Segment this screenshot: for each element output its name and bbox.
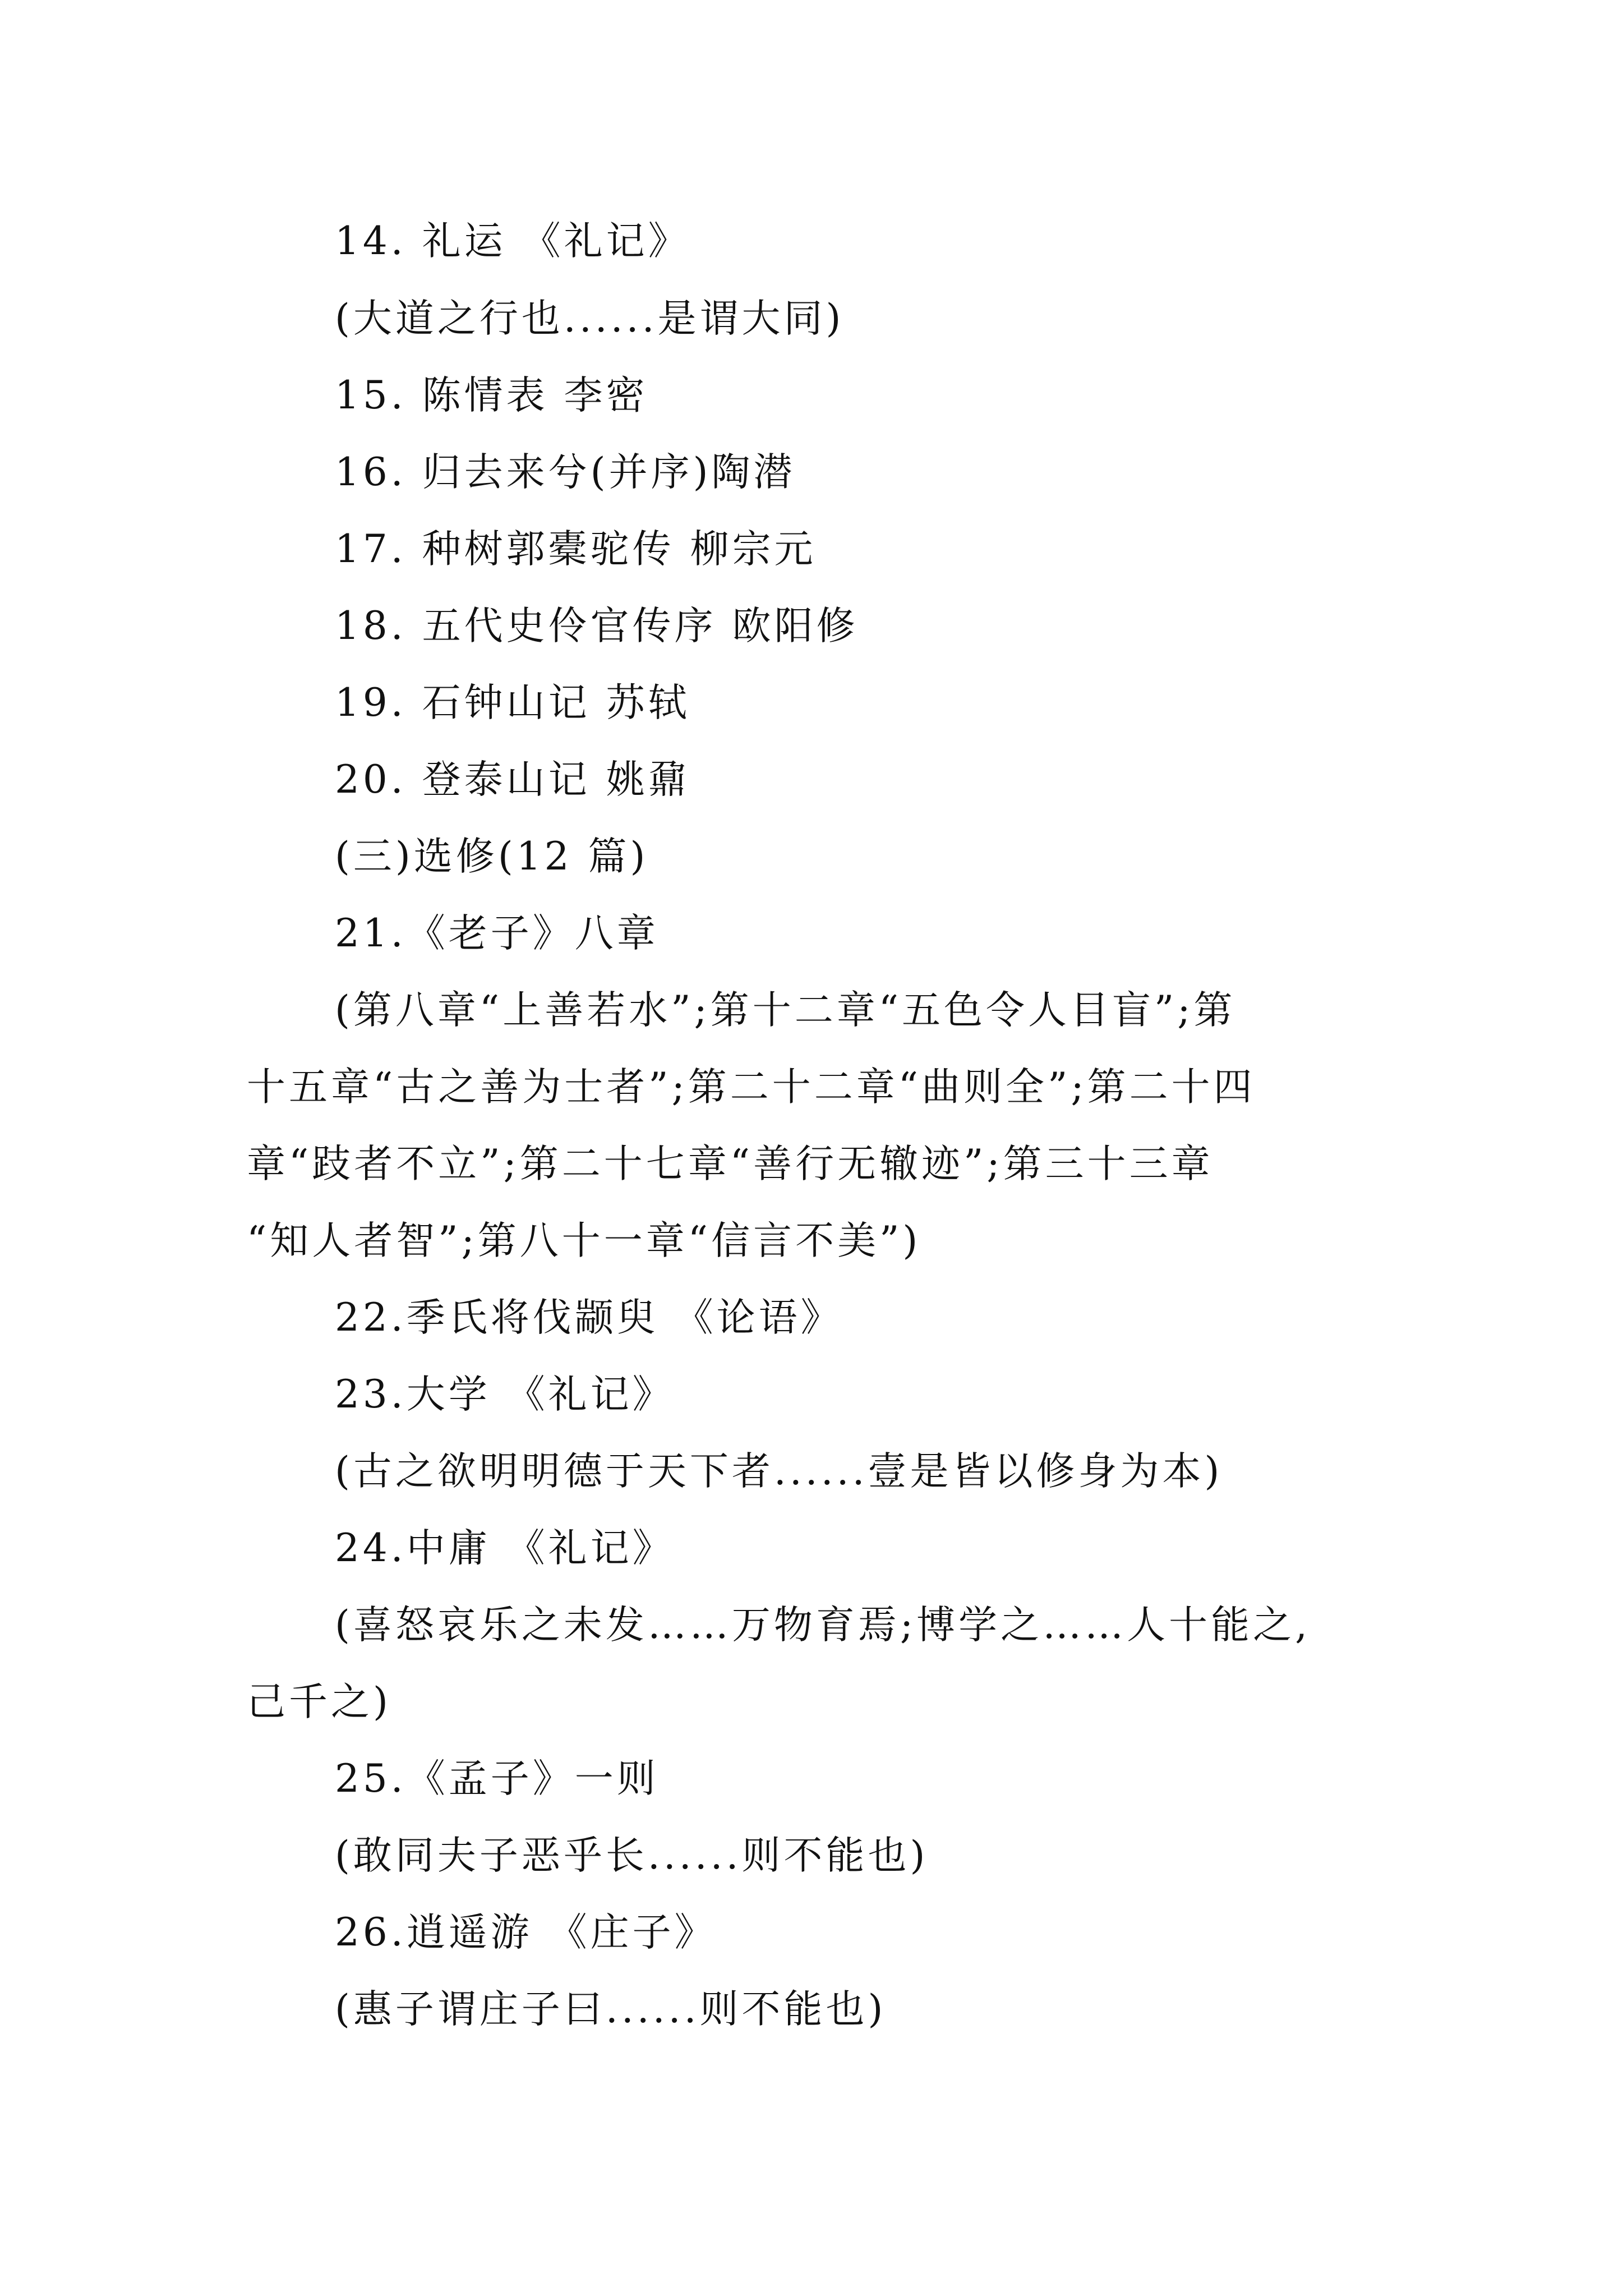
text-line: (敢同夫子恶乎长......则不能也) — [335, 1833, 929, 1878]
text-line: 25.《孟子》一则 — [335, 1756, 659, 1801]
text-line: (喜怒哀乐之未发……万物育焉;博学之……人十能之, — [335, 1603, 1311, 1648]
text-line: 17. 种树郭橐驼传 柳宗元 — [335, 527, 817, 572]
text-line: 26.逍遥游 《庄子》 — [335, 1910, 717, 1955]
text-line: 16. 归去来兮(并序)陶潜 — [335, 450, 796, 495]
text-line: (大道之行也......是谓大同) — [335, 296, 845, 341]
text-line: 20. 登泰山记 姚鼐 — [335, 757, 690, 802]
text-line: (第八章“上善若水”;第十二章“五色令人目盲”;第 — [335, 988, 1236, 1033]
text-line: (惠子谓庄子曰......则不能也) — [335, 1987, 887, 2032]
text-line: 22.季氏将伐颛臾 《论语》 — [335, 1295, 843, 1340]
text-line: 14. 礼运 《礼记》 — [335, 219, 690, 264]
text-line: 己千之) — [247, 1680, 391, 1724]
text-line: 18. 五代史伶官传序 欧阳修 — [335, 604, 859, 648]
section-heading: (三)选修(12 篇) — [335, 834, 649, 879]
text-line: 23.大学 《礼记》 — [335, 1372, 675, 1417]
text-line: 15. 陈情表 李密 — [335, 373, 648, 418]
text-line: “知人者智”;第八十一章“信言不美”) — [247, 1218, 921, 1263]
text-line: 24.中庸 《礼记》 — [335, 1526, 675, 1571]
text-line: 章“跂者不立”;第二十七章“善行无辙迹”;第三十三章 — [247, 1142, 1214, 1186]
text-line: 十五章“古之善为士者”;第二十二章“曲则全”;第二十四 — [247, 1065, 1256, 1110]
text-line: 21.《老子》八章 — [335, 911, 659, 956]
text-line: (古之欲明明德于天下者......壹是皆以修身为本) — [335, 1449, 1223, 1494]
text-line: 19. 石钟山记 苏轼 — [335, 680, 690, 725]
